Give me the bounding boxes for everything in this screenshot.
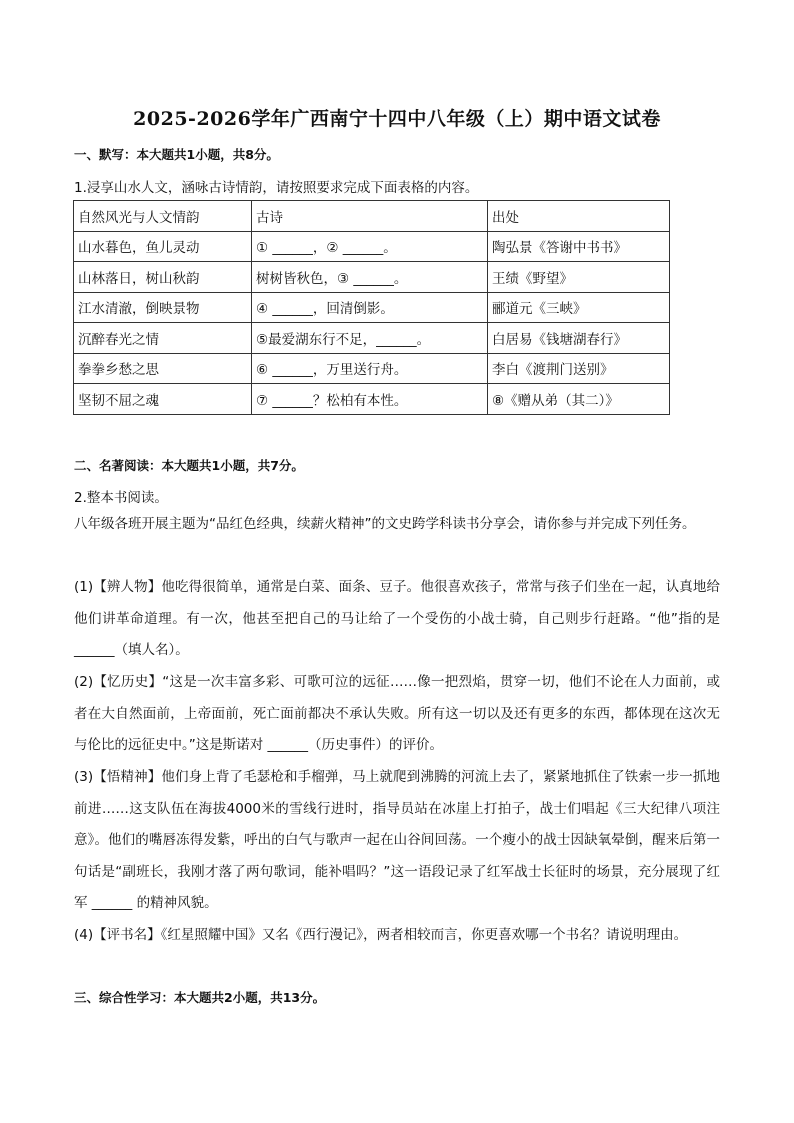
table-header-row xyxy=(74,201,670,232)
question-1-stem: 1.浸享山水人文，涵咏古诗情韵，请按照要求完成下面表格的内容。 xyxy=(74,180,479,196)
table-header-cell: 自然风光与人文情韵 xyxy=(74,201,252,232)
table-cell: ⑥ ______，万里送行舟。 xyxy=(252,353,488,384)
table-cell: 郦道元《三峡》 xyxy=(488,292,670,323)
section-3-heading: 三、综合性学习：本大题共2小题，共13分。 xyxy=(74,990,326,1005)
section-2-heading: 二、名著阅读：本大题共1小题，共7分。 xyxy=(74,458,304,473)
question-2-part-3: (3)【悟精神】他们身上背了毛瑟枪和手榴弹，马上就爬到沸腾的河流上去了，紧紧地抓住了铁索一步一抓地前进……这支队伍在海拔4000米的雪线行进时，指导员站在冰崖上打拍子，战士们唱起《三大纪律八项注意》。他们的嘴唇冻得发紫，呼出的白气与歌声一起在山谷间回荡。一个瘦小的战士因缺氧晕倒，醒来后第一句话是“副班长，我刚才落了两句歌词，能补唱吗？”这一语段记录了红军战士长征时的场景，充分展现了红军 ______ 的精神风貌。 xyxy=(74,769,720,912)
question-2-intro: 八年级各班开展主题为“品红色经典，续薪火精神”的文史跨学科读书分享会，请你参与并完成下列任务。 xyxy=(74,516,696,532)
section-1-heading: 一、默写：本大题共1小题，共8分。 xyxy=(74,147,279,162)
table-header-cell: 古诗 xyxy=(252,201,488,232)
table-row xyxy=(74,262,670,293)
table-cell: 坚韧不屈之魂 xyxy=(74,384,252,415)
table-cell: 拳拳乡愁之思 xyxy=(74,353,252,384)
table-header-cell: 出处 xyxy=(488,201,670,232)
table-row xyxy=(74,231,670,262)
table-cell: 江水清澈，倒映景物 xyxy=(74,292,252,323)
table-cell: ① ______，② ______。 xyxy=(252,231,488,262)
question-2-part-2: (2)【忆历史】“这是一次丰富多彩、可歌可泣的远征……像一把烈焰，贯穿一切，他们不论在人力面前，或者在大自然面前，上帝面前，死亡面前都决不承认失败。所有这一切以及还有更多的东西，都体现在这次无与伦比的远征史中。”这是斯诺对 ______（历史事件）的评价。 xyxy=(74,674,720,754)
table-cell: 树树皆秋色，③ ______。 xyxy=(252,262,488,293)
question-2-stem: 2.整本书阅读。 xyxy=(74,490,168,506)
table-cell: 沉醉春光之情 xyxy=(74,323,252,354)
table-cell: ⑧《赠从弟（其二）》 xyxy=(488,384,670,415)
question-2-part-1: (1)【辨人物】他吃得很简单，通常是白菜、面条、豆子。他很喜欢孩子，常常与孩子们坐在一起，认真地给他们讲革命道理。有一次，他甚至把自己的马让给了一个受伤的小战士骑，自己则步行赶路。“他”指的是 ______（填人名）。 xyxy=(74,579,720,659)
table-cell: ⑦ ______？松柏有本性。 xyxy=(252,384,488,415)
table-cell: 山水暮色，鱼儿灵动 xyxy=(74,231,252,262)
table-cell: 山林落日，树山秋韵 xyxy=(74,262,252,293)
question-2-part-4: (4)【评书名】《红星照耀中国》又名《西行漫记》，两者相较而言，你更喜欢哪一个书名？请说明理由。 xyxy=(74,927,688,943)
table-row xyxy=(74,353,670,384)
table-cell: ⑤最爱湖东行不足，______。 xyxy=(252,323,488,354)
table-row xyxy=(74,323,670,354)
table-cell: 王绩《野望》 xyxy=(488,262,670,293)
table-cell: 李白《渡荆门送别》 xyxy=(488,353,670,384)
table-cell: 白居易《钱塘湖春行》 xyxy=(488,323,670,354)
table-cell: ④ ______，回清倒影。 xyxy=(252,292,488,323)
table-row xyxy=(74,384,670,415)
page-title: 2025-2026学年广西南宁十四中八年级（上）期中语文试卷 xyxy=(133,108,661,130)
table-row xyxy=(74,292,670,323)
table-cell: 陶弘景《答谢中书书》 xyxy=(488,231,670,262)
poem-table xyxy=(73,200,670,415)
